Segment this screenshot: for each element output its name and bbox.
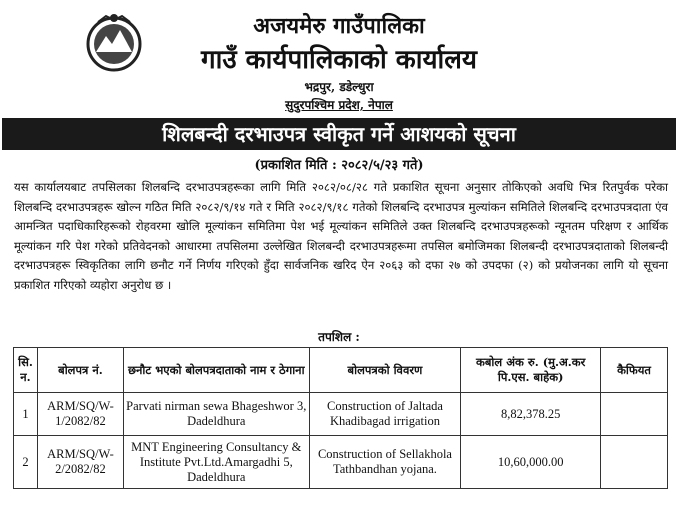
bid-table	[13, 347, 668, 489]
cell-bid-number: ARM/SQ/W-1/2082/82	[37, 393, 123, 436]
cell-bid-number: ARM/SQ/W-2/2082/82	[37, 436, 123, 489]
office-location: भद्रपुर, डडेल्धुरा	[304, 80, 374, 94]
cell-serial: 2	[14, 436, 38, 489]
table-row	[14, 393, 668, 436]
cell-bidder: Parvati nirman sewa Bhageshwor 3, Dadeldhura	[123, 393, 309, 436]
published-date: (प्रकाशित मिति : २०८२/५/२३ गते)	[254, 158, 424, 173]
cell-amount: 8,82,378.25	[461, 393, 601, 436]
cell-amount: 10,60,000.00	[461, 436, 601, 489]
notice-title: शिलबन्दी दरभाउपत्र स्वीकृत गर्ने आशयको सूचना	[2, 118, 676, 150]
cell-remarks	[601, 436, 668, 489]
cell-serial: 1	[14, 393, 38, 436]
cell-description: Construction of Sellakhola Tathbandhan yojana.	[309, 436, 461, 489]
table-row	[14, 436, 668, 489]
col-description: बोलपत्रको विवरण	[309, 348, 461, 393]
cell-bidder: MNT Engineering Consultancy & Institute Pvt.Ltd.Amargadhi 5, Dadeldhura	[123, 436, 309, 489]
col-serial: सि. न.	[14, 348, 38, 393]
cell-remarks	[601, 393, 668, 436]
table-header-row	[14, 348, 668, 393]
municipality-name: अजयमेरु गाउँपालिका	[253, 13, 425, 39]
cell-description: Construction of Jaltada Khadibagad irrigation	[309, 393, 461, 436]
col-bid-number: बोलपत्र नं.	[37, 348, 123, 393]
col-amount: कबोल अंक रु. (मु.अ.कर पि.एस. बाहेक)	[461, 348, 601, 393]
col-remarks: कैफियत	[601, 348, 668, 393]
details-label: तपशिल :	[318, 330, 360, 344]
office-name: गाउँ कार्यपालिकाको कार्यालय	[201, 45, 477, 75]
notice-body: यस कार्यालयबाट तपसिलका शिलबन्दि दरभाउपत्रहरूका लागि मिति २०८२/०८/२८ गते प्रकाशित सूचना अनुसार तोकिएको अवधि भित्र रितपुर्वक परेका शिलबन्दि दरभाउपत्रहरू खोल्न गठित मिति २०८२/९/१४ गते र मिति २०८२/९/१८ गतेको शिलबन्दि दरभाउपत्र मुल्यांकन समितिले शिलबन्दि दरभाउपत्रदाता एंव आमन्त्रित पदाधिकारिहरूको रोहवरमा खोलि मूल्यांकन समितिमा पेश भई मूल्यांकन समितिले उक्त शिलबन्दि दरभाउपत्रहरूको न्यूनतम परिक्षण र आर्थिक मूल्यांकन गरि पेश गरेको प्रतिवेदनको आधारमा तपसिलमा उल्लेखित शिलबन्दी दरभाउपत्रहरूमा तपसिल बमोजिमका शिलबन्दी दरभाउपत्रदाताको शिलबन्दी दरभाउपत्रहरू स्विकृतिका लागि छनौट गर्ने निर्णय गरिएको हुँदा सार्वजनिक खरिद ऐन २०६३ को दफा २७ को उपदफा (२) को प्रयोजनका लागि यो सूचना प्रकाशित गरिएको व्यहोरा अनुरोध छ ।	[14, 180, 668, 292]
col-bidder: छनौट भएको बोलपत्रदाताको नाम र ठेगाना	[123, 348, 309, 393]
province-name: सुदुरपश्चिम प्रदेश, नेपाल	[285, 98, 393, 112]
